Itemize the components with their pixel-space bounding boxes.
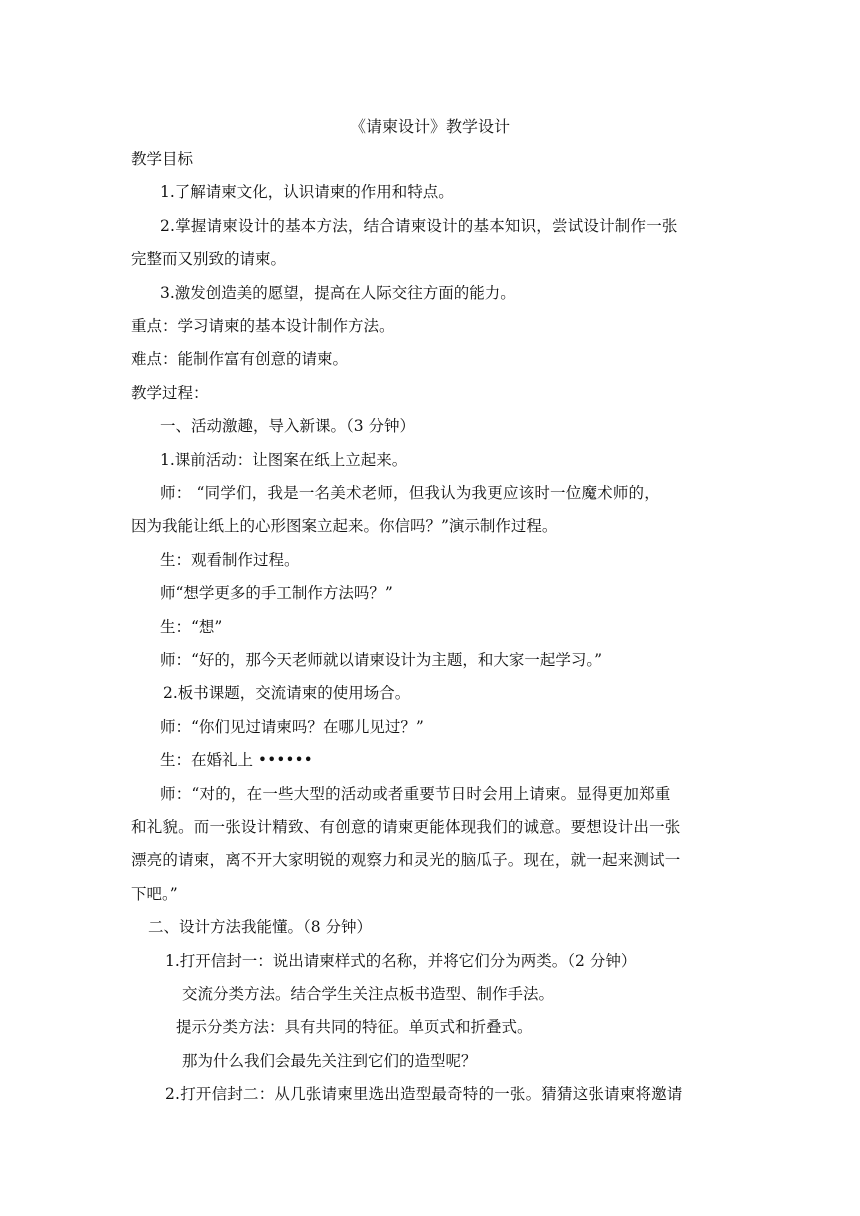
paragraph-line: 师：“对的，在一些大型的活动或者重要节日时会用上请柬。显得更加郑重 (160, 785, 671, 803)
paragraph-line: 提示分类方法：具有共同的特征。单页式和折叠式。 (176, 1018, 533, 1036)
paragraph-line: 和礼貌。而一张设计精致、有创意的请柬更能体现我们的诚意。要想设计出一张 (131, 818, 681, 836)
paragraph-line: 因为我能让纸上的心形图案立起来。你信吗？”演示制作过程。 (131, 517, 558, 535)
section-1-heading: 一、活动激趣，导入新课。（3 分钟） (160, 417, 416, 435)
paragraph-line: 师： “同学们，我是一名美术老师，但我认为我更应该时一位魔术师的， (160, 484, 660, 502)
objective-1: 1.了解请柬文化，认识请柬的作用和特点。 (160, 183, 454, 201)
paragraph-line: 师“想学更多的手工制作方法吗？” (160, 584, 393, 602)
paragraph-line: 漂亮的请柬，离不开大家明锐的观察力和灵光的脑瓜子。现在，就一起来测试一 (131, 851, 681, 869)
section-2-heading: 二、设计方法我能懂。（8 分钟） (148, 918, 373, 936)
difficult-point: 难点：能制作富有创意的请柬。 (131, 350, 349, 368)
objective-2-line-1: 2.掌握请柬设计的基本方法，结合请柬设计的基本知识，尝试设计制作一张 (160, 217, 678, 235)
paragraph-line: 1.打开信封一：说出请柬样式的名称，并将它们分为两类。（2 分钟） (165, 952, 637, 970)
paragraph-line: 生：在婚礼上 •••••• (160, 751, 313, 769)
document-title: 《请柬设计》教学设计 (349, 117, 510, 136)
paragraph-line: 2.板书课题，交流请柬的使用场合。 (163, 684, 411, 702)
paragraph-line: 师：“你们见过请柬吗？在哪儿见过？” (160, 718, 424, 736)
objective-2-line-2: 完整而又别致的请柬。 (131, 250, 287, 268)
paragraph-line: 那为什么我们会最先关注到它们的造型呢？ (182, 1052, 477, 1070)
paragraph-line: 交流分类方法。结合学生关注点板书造型、制作手法。 (182, 985, 555, 1003)
objective-3: 3.激发创造美的愿望，提高在人际交往方面的能力。 (160, 284, 516, 302)
paragraph-line: 1.课前活动：让图案在纸上立起来。 (160, 451, 408, 469)
paragraph-line: 生：“想” (160, 618, 223, 636)
key-point: 重点：学习请柬的基本设计制作方法。 (131, 317, 395, 335)
paragraph-line: 下吧。” (131, 885, 178, 903)
paragraph-line: 师：“好的，那今天老师就以请柬设计为主题，和大家一起学习。” (160, 651, 603, 669)
heading-process: 教学过程： (131, 384, 209, 402)
heading-objectives: 教学目标 (131, 150, 194, 168)
paragraph-line: 2.打开信封二：从几张请柬里选出造型最奇特的一张。猜猜这张请柬将邀请 (165, 1085, 683, 1103)
paragraph-line: 生：观看制作过程。 (160, 551, 300, 569)
